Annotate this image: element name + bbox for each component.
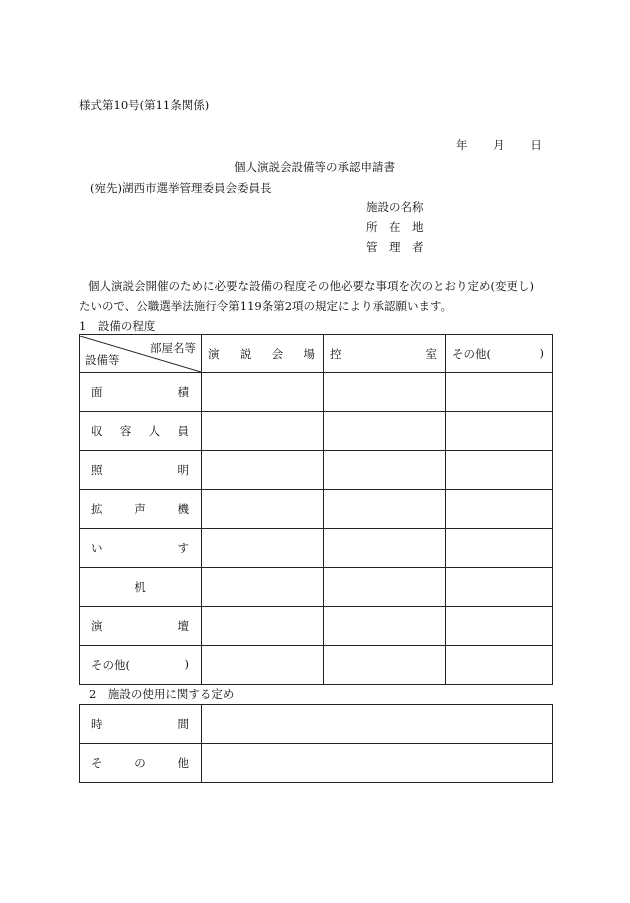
header-speech-hall: 演 説 会 場 — [202, 335, 324, 373]
facility-location-label: 所 在 地 — [366, 220, 424, 234]
row-label-capacity: 収 容 人 員 — [80, 412, 202, 451]
row-label-desk: 机 — [80, 568, 202, 607]
cell-input[interactable] — [202, 646, 324, 685]
table-row — [80, 705, 553, 744]
row-label-area: 面 積 — [80, 373, 202, 412]
usage-table — [79, 704, 553, 783]
section1-heading: 1 設備の程度 — [79, 319, 156, 333]
date-month: 月 — [493, 138, 505, 152]
cell-input[interactable] — [446, 373, 553, 412]
equipment-header-row — [80, 335, 553, 373]
cell-input[interactable] — [202, 744, 553, 783]
row-label-other: その他( ) — [80, 646, 202, 685]
cell-input[interactable] — [324, 607, 446, 646]
cell-input[interactable] — [202, 529, 324, 568]
addressee: (宛先)湖西市選挙管理委員会委員長 — [90, 181, 272, 195]
cell-input[interactable] — [202, 451, 324, 490]
cell-input[interactable] — [202, 373, 324, 412]
section2-heading: 2 施設の使用に関する定め — [89, 687, 235, 701]
table-row — [80, 373, 553, 412]
cell-input[interactable] — [446, 412, 553, 451]
row-label-podium: 演 壇 — [80, 607, 202, 646]
cell-input[interactable] — [202, 568, 324, 607]
table-row — [80, 646, 553, 685]
row-label-lighting: 照 明 — [80, 451, 202, 490]
header-corner-cell — [80, 335, 202, 373]
cell-input[interactable] — [446, 607, 553, 646]
cell-input[interactable] — [324, 529, 446, 568]
cell-input[interactable] — [446, 568, 553, 607]
header-other: その他( ) — [446, 335, 553, 373]
row-label-chairs: い す — [80, 529, 202, 568]
cell-input[interactable] — [202, 490, 324, 529]
cell-input[interactable] — [446, 451, 553, 490]
cell-input[interactable] — [202, 412, 324, 451]
facility-name-label: 施設の名称 — [366, 200, 424, 214]
document-title: 個人演説会設備等の承認申請書 — [234, 160, 395, 174]
table-row — [80, 490, 553, 529]
cell-input[interactable] — [324, 646, 446, 685]
table-row — [80, 451, 553, 490]
table-row — [80, 412, 553, 451]
header-waiting-room: 控 室 — [324, 335, 446, 373]
cell-input[interactable] — [446, 490, 553, 529]
equipment-table — [79, 334, 553, 685]
cell-input[interactable] — [446, 646, 553, 685]
header-corner-equipment: 設備等 — [85, 352, 120, 367]
cell-input[interactable] — [202, 607, 324, 646]
form-number: 様式第10号(第11条関係) — [79, 98, 210, 112]
cell-input[interactable] — [324, 568, 446, 607]
table-row — [80, 529, 553, 568]
date-line — [456, 137, 542, 153]
table-row — [80, 744, 553, 783]
cell-input[interactable] — [324, 490, 446, 529]
header-corner-room: 部屋名等 — [150, 340, 196, 355]
cell-input[interactable] — [324, 373, 446, 412]
row-label-usage-other: そ の 他 — [80, 744, 202, 783]
row-label-time: 時 間 — [80, 705, 202, 744]
cell-input[interactable] — [324, 451, 446, 490]
date-day: 日 — [530, 138, 542, 152]
date-year: 年 — [456, 138, 468, 152]
facility-manager-label: 管 理 者 — [366, 240, 424, 254]
row-label-loudspeaker: 拡 声 機 — [80, 490, 202, 529]
cell-input[interactable] — [202, 705, 553, 744]
table-row — [80, 568, 553, 607]
cell-input[interactable] — [324, 412, 446, 451]
cell-input[interactable] — [446, 529, 553, 568]
body-text-line2: たいので、公職選挙法施行令第119条第2項の規定により承認願います。 — [79, 299, 453, 313]
table-row — [80, 607, 553, 646]
body-text-line1: 個人演説会開催のために必要な設備の程度その他必要な事項を次のとおり定め(変更し) — [88, 279, 534, 293]
